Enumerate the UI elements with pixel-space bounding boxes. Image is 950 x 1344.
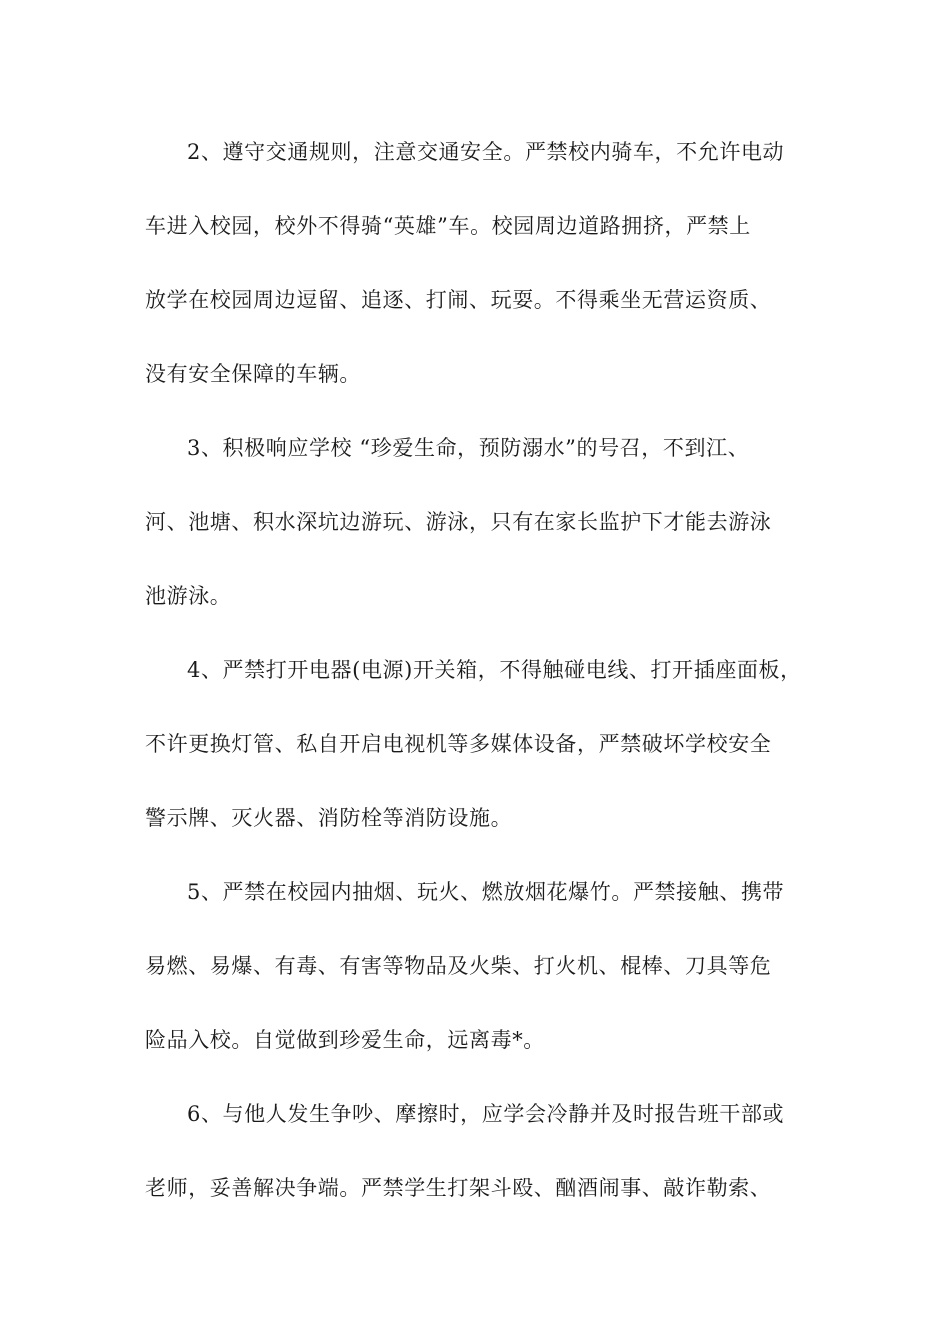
paragraph-2-line-2: 车进入校园，校外不得骑“英雄”车。校园周边道路拥挤，严禁上 [145, 214, 751, 238]
paragraph-4-line-2: 不许更换灯管、私自开启电视机等多媒体设备，严禁破坏学校安全 [145, 732, 772, 756]
paragraph-2-line-3: 放学在校园周边逗留、追逐、打闹、玩耍。不得乘坐无营运资质、 [145, 288, 772, 312]
paragraph-5-line-3: 险品入校。自觉做到珍爱生命，远离毒*。 [145, 1028, 545, 1052]
paragraph-3-line-1: 3、积极响应学校 “珍爱生命，预防溺水”的号召，不到江、 [187, 436, 750, 460]
paragraph-2-line-4: 没有安全保障的车辆。 [145, 362, 361, 386]
paragraph-6-line-2: 老师，妥善解决争端。严禁学生打架斗殴、酗酒闹事、敲诈勒索、 [145, 1176, 772, 1200]
paragraph-5-line-2: 易燃、易爆、有毒、有害等物品及火柴、打火机、棍棒、刀具等危 [145, 954, 772, 978]
paragraph-4-line-3: 警示牌、灭火器、消防栓等消防设施。 [145, 806, 513, 830]
paragraph-6-line-1: 6、与他人发生争吵、摩擦时，应学会冷静并及时报告班干部或 [187, 1102, 785, 1126]
paragraph-5-line-1: 5、严禁在校园内抽烟、玩火、燃放烟花爆竹。严禁接触、携带 [187, 880, 785, 904]
paragraph-4-line-1: 4、严禁打开电器(电源)开关箱，不得触碰电线、打开插座面板， [187, 658, 802, 682]
paragraph-3-line-3: 池游泳。 [145, 584, 232, 608]
paragraph-3-line-2: 河、池塘、积水深坑边游玩、游泳，只有在家长监护下才能去游泳 [145, 510, 772, 534]
paragraph-2-line-1: 2、遵守交通规则，注意交通安全。严禁校内骑车，不允许电动 [187, 140, 785, 164]
